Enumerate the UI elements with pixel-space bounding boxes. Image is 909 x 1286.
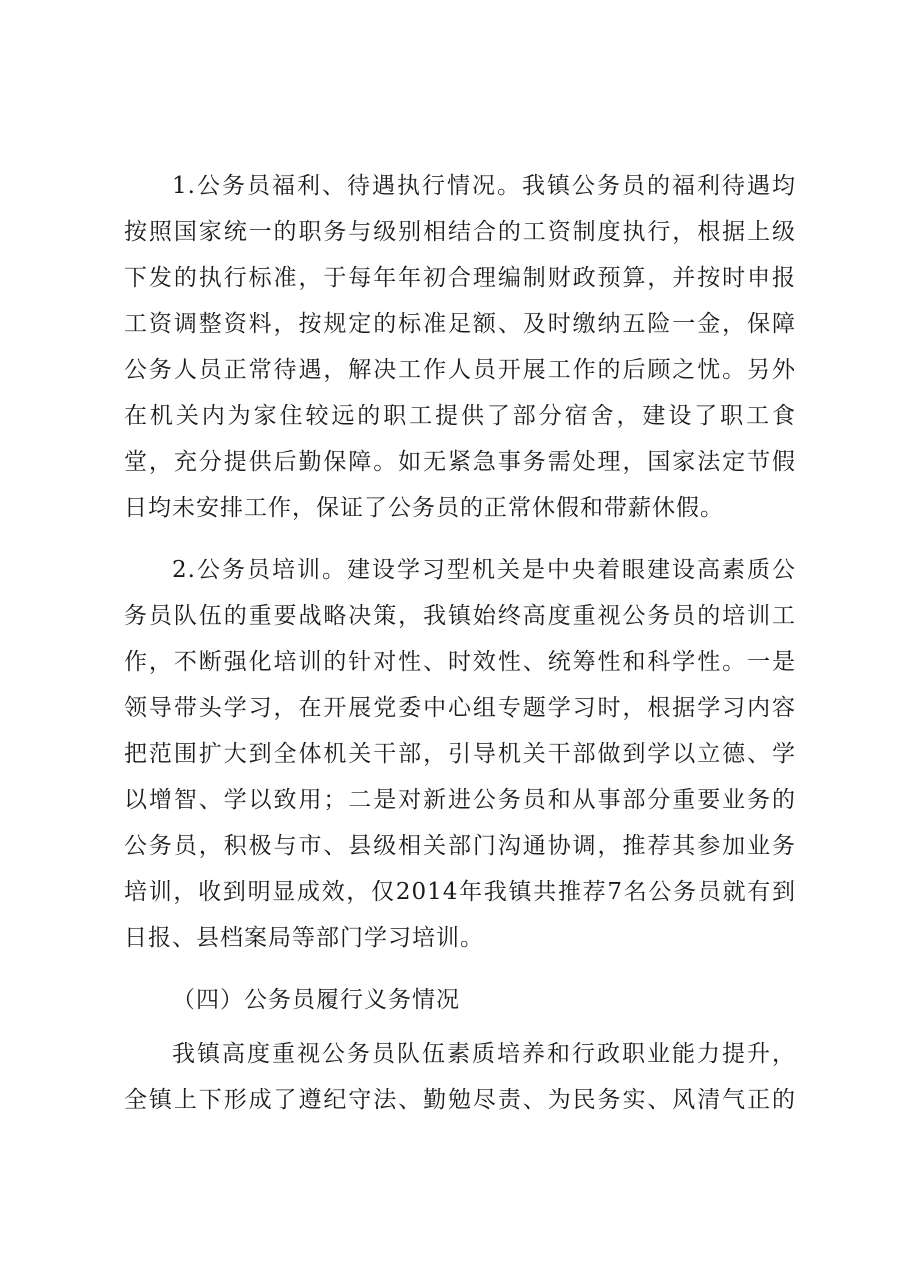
paragraph-1-line-3: 下发的执行标准，于每年年初合理编制财政预算，并按时申报 [124,265,796,291]
paragraph-2-line-6: 以增智、学以致用；二是对新进公务员和从事部分重要业务的 [124,787,796,813]
paragraph-3-line-1: 我镇高度重视公务员队伍素质培养和行政职业能力提升， [172,1041,796,1067]
paragraph-2-line-7: 公务员，积极与市、县级相关部门沟通协调，推荐其参加业务 [124,833,796,859]
paragraph-2-line-2: 务员队伍的重要战略决策，我镇始终高度重视公务员的培训工 [124,603,796,629]
paragraph-2-line-8: 培训，收到明显成效，仅2014年我镇共推荐7名公务员就有到 [124,879,796,905]
paragraph-1-line-1: 1.公务员福利、待遇执行情况。我镇公务员的福利待遇均 [172,173,796,199]
paragraph-2-line-5: 把范围扩大到全体机关干部，引导机关干部做到学以立德、学 [124,741,796,767]
paragraph-2-line-4: 领导带头学习，在开展党委中心组专题学习时，根据学习内容 [124,695,796,721]
paragraph-1-line-4: 工资调整资料，按规定的标准足额、及时缴纳五险一金，保障 [124,311,796,337]
paragraph-3-line-2: 全镇上下形成了遵纪守法、勤勉尽责、为民务实、风清气正的 [124,1087,796,1113]
paragraph-2-line-1: 2.公务员培训。建设学习型机关是中央着眼建设高素质公 [172,557,796,583]
paragraph-2-line-9: 日报、县档案局等部门学习培训。 [124,925,484,951]
paragraph-1-line-5: 公务人员正常待遇，解决工作人员开展工作的后顾之忧。另外 [124,357,796,383]
paragraph-1-line-8: 日均未安排工作，保证了公务员的正常休假和带薪休假。 [124,495,724,521]
paragraph-1-line-6: 在机关内为家住较远的职工提供了部分宿舍，建设了职工食 [124,403,796,429]
paragraph-1-line-2: 按照国家统一的职务与级别相结合的工资制度执行，根据上级 [124,219,796,245]
paragraph-2-line-3: 作，不断强化培训的针对性、时效性、统筹性和科学性。一是 [124,649,796,675]
paragraph-1-line-7: 堂，充分提供后勤保障。如无紧急事务需处理，国家法定节假 [124,449,796,475]
section-heading: （四）公务员履行义务情况 [172,987,460,1013]
